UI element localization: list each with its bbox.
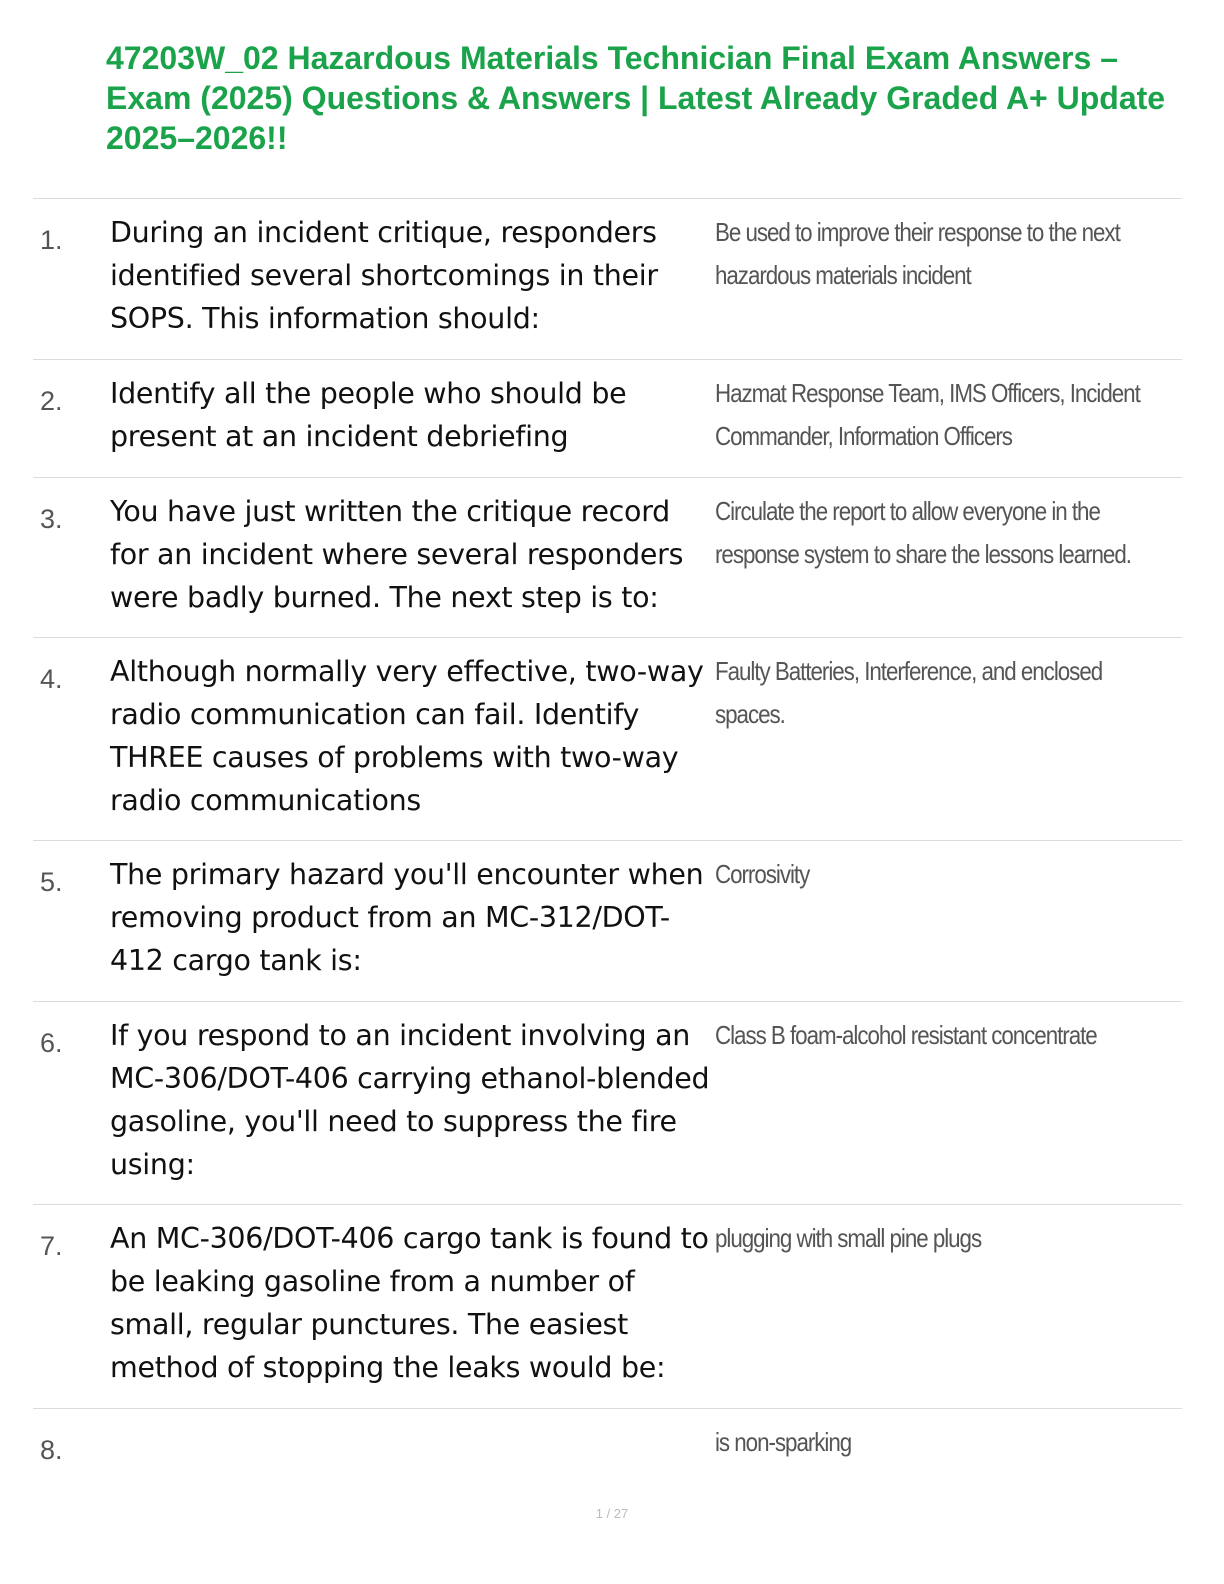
qa-item-8: [33, 1409, 1182, 1489]
question-number: 1.: [40, 225, 63, 255]
question-number: 4.: [40, 664, 63, 694]
question-text: Identify all the people who should be present at an incident debriefing: [110, 377, 627, 453]
answer-text: [715, 1217, 1119, 1260]
question-text: You have just written the critique record for an incident where several responders were badly burned. The next step is to:: [110, 495, 684, 614]
question-number: 8.: [40, 1435, 63, 1465]
qa-list: [33, 198, 1182, 1489]
answer-text: [715, 372, 1140, 458]
qa-item-7: [33, 1205, 1182, 1409]
answer-line: is non-sparking: [715, 1427, 852, 1457]
question-text: The primary hazard you'll encounter when removing product from an MC-312/DOT-412 cargo tank is:: [110, 858, 704, 977]
answer-text: [715, 1421, 1119, 1464]
qa-item-2: [33, 360, 1182, 478]
answer-line: Faulty Batteries, Interference, and enclosed: [715, 656, 1103, 686]
answer-text: [715, 1014, 1119, 1057]
question-text: If you respond to an incident involving an MC-306/DOT-406 carrying ethanol-blended gasoline, you'll need to suppress the fire using:: [110, 1019, 710, 1181]
qa-item-5: [33, 841, 1182, 1002]
answer-line: Be used to improve their response to the next: [715, 217, 1120, 247]
qa-item-1: [33, 199, 1182, 360]
question-number: 2.: [40, 386, 63, 416]
question-number: 7.: [40, 1231, 63, 1261]
question-text: Although normally very effective, two-way radio communication can fail. Identify THREE causes of problems with two-way radio communications: [110, 655, 704, 817]
answer-text: [715, 650, 1119, 736]
answer-line: hazardous materials incident: [715, 260, 971, 290]
qa-item-6: [33, 1002, 1182, 1205]
question-text: An MC-306/DOT-406 cargo tank is found to be leaking gasoline from a number of small, regular punctures. The easiest method of stopping the leaks would be:: [110, 1222, 709, 1384]
answer-text: [715, 490, 1131, 576]
answer-line: Corrosivity: [715, 859, 810, 889]
question-text: During an incident critique, responders identified several shortcomings in their SOPS. This information should:: [110, 216, 658, 335]
question-number: 6.: [40, 1028, 63, 1058]
question-number: 5.: [40, 867, 63, 897]
answer-line: plugging with small pine plugs: [715, 1223, 982, 1253]
answer-text: [715, 853, 1119, 896]
answer-line: spaces.: [715, 699, 785, 729]
answer-line: Circulate the report to allow everyone in the: [715, 496, 1100, 526]
answer-line: Commander, Information Officers: [715, 421, 1012, 451]
qa-item-4: [33, 638, 1182, 841]
question-number: 3.: [40, 504, 63, 534]
answer-text: [715, 211, 1119, 297]
answer-line: Class B foam-alcohol resistant concentrate: [715, 1020, 1097, 1050]
answer-line: response system to share the lessons learned.: [715, 539, 1131, 569]
answer-line: Hazmat Response Team, IMS Officers, Incident: [715, 378, 1140, 408]
document-title: 47203W_02 Hazardous Materials Technician Final Exam Answers – Exam (2025) Questions & Answers | Latest Already Graded A+ Update 2025–2026!!: [106, 40, 1166, 156]
page-indicator: 1 / 27: [595, 1506, 629, 1521]
qa-item-3: [33, 478, 1182, 638]
